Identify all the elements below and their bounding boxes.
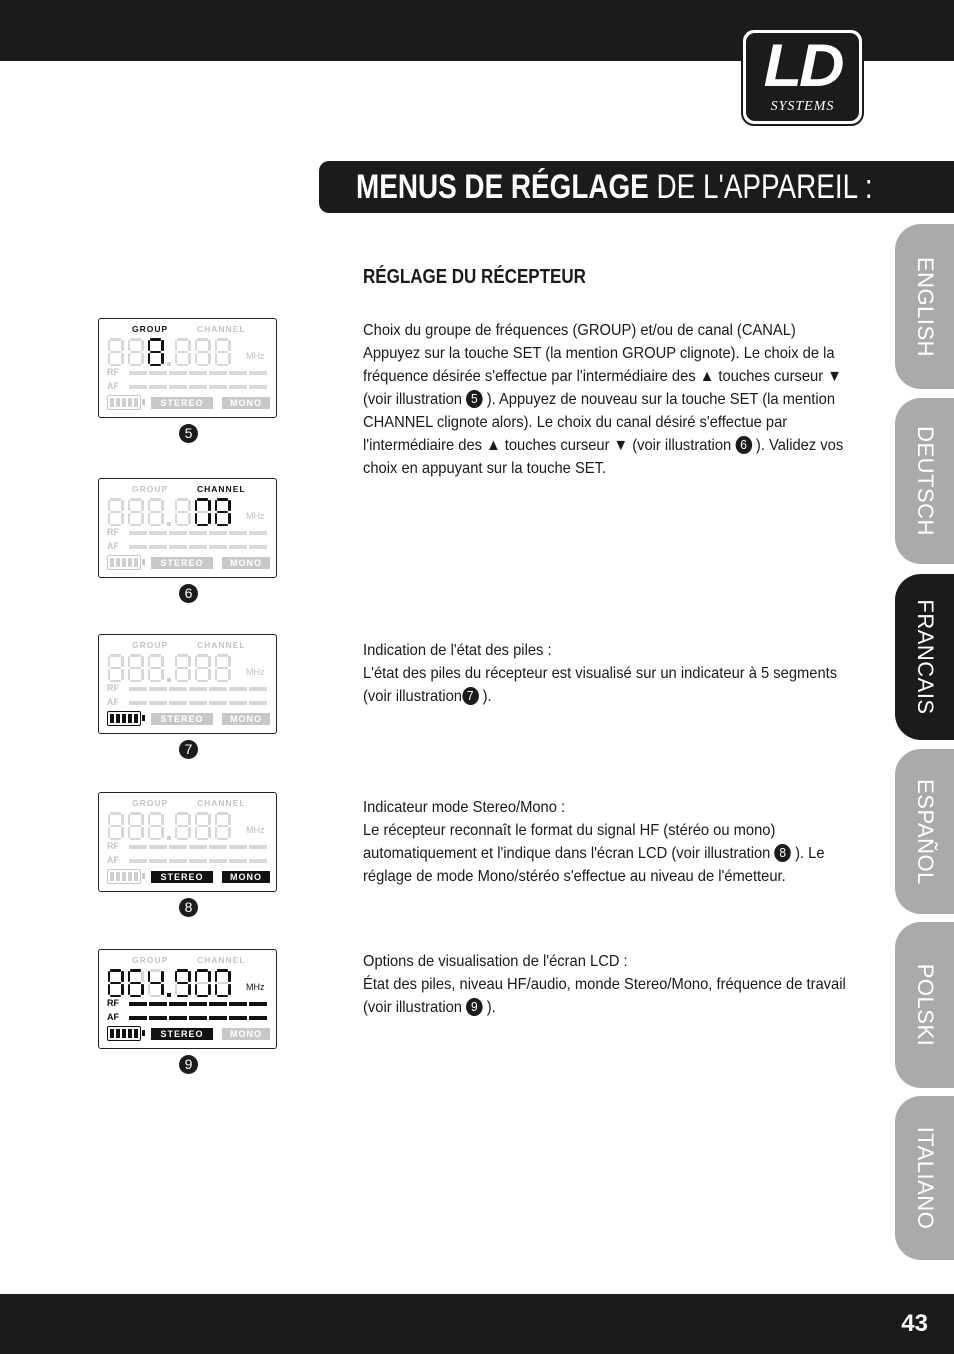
lcd-stereo-indicator: STEREO — [151, 557, 213, 569]
text-run: ). Le réglage de mode Mono/stéréo s'effectue au niveau de l'émetteur. — [363, 845, 825, 885]
lcd-group-label: GROUP — [132, 484, 169, 494]
text-run: ). Validez vos choix en appuyant sur la touche SET. — [363, 437, 844, 477]
lcd-digits — [107, 806, 234, 840]
lcd-digit — [127, 338, 144, 366]
paragraph-lcd-options — [363, 950, 860, 1019]
figure-badge: 9 — [466, 998, 483, 1016]
lcd-display — [98, 792, 277, 892]
lcd-digit — [214, 654, 231, 682]
lcd-digits — [107, 648, 234, 682]
lcd-digit — [147, 498, 164, 526]
lcd-decimal-point — [167, 836, 171, 840]
lcd-digits — [107, 332, 234, 366]
text-run: ). — [478, 688, 492, 705]
lcd-digit — [194, 498, 211, 526]
lcd-channel-label: CHANNEL — [197, 798, 246, 808]
lcd-group-label: GROUP — [132, 955, 169, 965]
figure-number-badge: 7 — [179, 740, 198, 759]
lcd-af-meter — [129, 1016, 267, 1020]
paragraph-line: Indicateur mode Stereo/Mono : — [363, 799, 566, 816]
lcd-af-meter — [129, 545, 267, 549]
section-heading: RÉGLAGE DU RÉCEPTEUR — [363, 266, 586, 288]
page-title-light: DE L'APPAREIL : — [648, 168, 873, 206]
figure-number-badge: 5 — [179, 424, 198, 443]
figure-number-badge: 8 — [179, 898, 198, 917]
lcd-mono-indicator: MONO — [222, 397, 270, 409]
figure-badge: 8 — [774, 844, 791, 862]
lcd-digit — [174, 654, 191, 682]
paragraph-body — [363, 342, 860, 480]
lcd-rf-label: RF — [107, 841, 119, 851]
tab-label: ITALIANO — [912, 1126, 938, 1230]
paragraph-line: Choix du groupe de fréquences (GROUP) et/ou de canal (CANAL) — [363, 322, 796, 339]
lcd-group-label: GROUP — [132, 640, 169, 650]
paragraph-body — [363, 973, 860, 1019]
battery-icon — [107, 1026, 141, 1041]
lcd-digit — [214, 812, 231, 840]
lcd-stereo-indicator: STEREO — [151, 713, 213, 725]
lcd-display — [98, 478, 277, 578]
text-run: ). — [482, 999, 496, 1016]
lcd-af-meter — [129, 701, 267, 705]
lcd-decimal-point — [167, 362, 171, 366]
bottom-bar — [0, 1294, 954, 1354]
page-number: 43 — [901, 1310, 928, 1337]
lcd-digit — [107, 338, 124, 366]
lcd-stereo-indicator: STEREO — [151, 871, 213, 883]
battery-icon — [107, 555, 141, 570]
lcd-channel-label: CHANNEL — [197, 955, 246, 965]
lcd-rf-label: RF — [107, 367, 119, 377]
text-run: Le récepteur reconnaît le format du signal HF (stéréo ou mono) automatiquement et l'indique dans l'écran LCD (voir illustration — [363, 822, 776, 862]
lcd-digit — [214, 498, 231, 526]
tab-label: ENGLISH — [912, 256, 938, 357]
lcd-rf-label: RF — [107, 683, 119, 693]
lcd-mono-indicator: MONO — [222, 557, 270, 569]
lcd-digit — [147, 654, 164, 682]
text-run: L'état des piles du récepteur est visualisé sur un indicateur à 5 segments (voir illustration — [363, 665, 838, 705]
lcd-digit — [107, 812, 124, 840]
lcd-mhz-label: MHz — [246, 825, 265, 835]
tab-label: POLSKI — [912, 963, 938, 1047]
lcd-mhz-label: MHz — [246, 351, 265, 361]
lcd-af-label: AF — [107, 541, 119, 551]
paragraph-body — [363, 819, 860, 888]
page-title-bold: MENUS DE RÉGLAGE — [356, 168, 649, 206]
figure-number-badge: 9 — [179, 1055, 198, 1074]
figure-badge: 5 — [466, 390, 483, 408]
lcd-digit — [194, 338, 211, 366]
text-run: Appuyez sur la touche SET (la mention GROUP clignote). Le choix de la fréquence désirée s'effectue par l'intermédiaire des ▲ touches curseur ▼ (voir illustration — [363, 345, 842, 408]
lcd-digit — [127, 969, 144, 997]
lcd-rf-label: RF — [107, 998, 119, 1008]
lcd-digit — [107, 498, 124, 526]
page-title — [356, 166, 873, 208]
lcd-channel-label: CHANNEL — [197, 484, 246, 494]
lcd-channel-label: CHANNEL — [197, 640, 246, 650]
paragraph-line: Options de visualisation de l'écran LCD : — [363, 953, 628, 970]
tab-label: FRANCAIS — [912, 599, 938, 715]
battery-icon — [107, 395, 141, 410]
lcd-digit — [194, 654, 211, 682]
lcd-group-label: GROUP — [132, 324, 169, 334]
lcd-display — [98, 634, 277, 734]
tab-deutsch[interactable] — [895, 398, 954, 564]
lcd-mono-indicator: MONO — [222, 1028, 270, 1040]
lcd-digit — [107, 969, 124, 997]
ld-systems-logo — [741, 28, 864, 126]
tab-polski[interactable] — [895, 922, 954, 1088]
figure-badge: 6 — [735, 436, 752, 454]
lcd-af-label: AF — [107, 697, 119, 707]
lcd-rf-meter — [129, 531, 267, 535]
tab-label: ESPAÑOL — [912, 778, 938, 885]
text-run: ). Appuyez de nouveau sur la touche SET (la mention CHANNEL clignote alors). Le choix du canal désiré s'effectue par l'intermédiaire des ▲ touches curseur ▼ (voir illustration — [363, 391, 836, 454]
lcd-mhz-label: MHz — [246, 667, 265, 677]
lcd-digit — [194, 969, 211, 997]
lcd-af-label: AF — [107, 1012, 119, 1022]
lcd-digit — [214, 969, 231, 997]
lcd-digit — [127, 654, 144, 682]
lcd-digit — [174, 498, 191, 526]
paragraph-line: Indication de l'état des piles : — [363, 642, 552, 659]
lcd-digit — [174, 812, 191, 840]
lcd-digit — [174, 338, 191, 366]
lcd-mono-indicator: MONO — [222, 713, 270, 725]
lcd-rf-meter — [129, 687, 267, 691]
lcd-rf-meter — [129, 1002, 267, 1006]
lcd-stereo-indicator: STEREO — [151, 397, 213, 409]
tab-italiano[interactable] — [895, 1096, 954, 1260]
lcd-digit — [214, 338, 231, 366]
figure-number-badge: 6 — [179, 584, 198, 603]
lcd-digit — [127, 498, 144, 526]
lcd-mono-indicator: MONO — [222, 871, 270, 883]
lcd-af-label: AF — [107, 381, 119, 391]
lcd-digits — [107, 963, 234, 997]
tab-english[interactable] — [895, 224, 954, 389]
lcd-decimal-point — [167, 522, 171, 526]
lcd-decimal-point — [167, 678, 171, 682]
lcd-mhz-label: MHz — [246, 982, 265, 992]
lcd-channel-label: CHANNEL — [197, 324, 246, 334]
tab-francais[interactable] — [895, 574, 954, 740]
lcd-rf-meter — [129, 845, 267, 849]
tab-espanol[interactable] — [895, 749, 954, 914]
lcd-display — [98, 949, 277, 1049]
lcd-digit — [127, 812, 144, 840]
lcd-display — [98, 318, 277, 418]
lcd-digit — [147, 969, 164, 997]
lcd-af-meter — [129, 859, 267, 863]
logo-subtitle: SYSTEMS — [770, 99, 835, 114]
logo-mark: LD — [763, 33, 842, 99]
lcd-stereo-indicator: STEREO — [151, 1028, 213, 1040]
paragraph-battery — [363, 639, 860, 708]
lcd-af-label: AF — [107, 855, 119, 865]
lcd-rf-label: RF — [107, 527, 119, 537]
text-run: État des piles, niveau HF/audio, monde Stereo/Mono, fréquence de travail (voir illustration — [363, 976, 846, 1016]
lcd-rf-meter — [129, 371, 267, 375]
lcd-digit — [194, 812, 211, 840]
lcd-decimal-point — [167, 993, 171, 997]
paragraph-body — [363, 662, 860, 708]
battery-icon — [107, 711, 141, 726]
lcd-digit — [174, 969, 191, 997]
lcd-digit — [107, 654, 124, 682]
paragraph-stereo-mono — [363, 796, 860, 888]
lcd-mhz-label: MHz — [246, 511, 265, 521]
lcd-af-meter — [129, 385, 267, 389]
paragraph-group-channel — [363, 319, 860, 480]
lcd-group-label: GROUP — [132, 798, 169, 808]
battery-icon — [107, 869, 141, 884]
lcd-digit — [147, 812, 164, 840]
figure-badge: 7 — [462, 687, 479, 705]
tab-label: DEUTSCH — [912, 426, 938, 536]
lcd-digit — [147, 338, 164, 366]
lcd-digits — [107, 492, 234, 526]
